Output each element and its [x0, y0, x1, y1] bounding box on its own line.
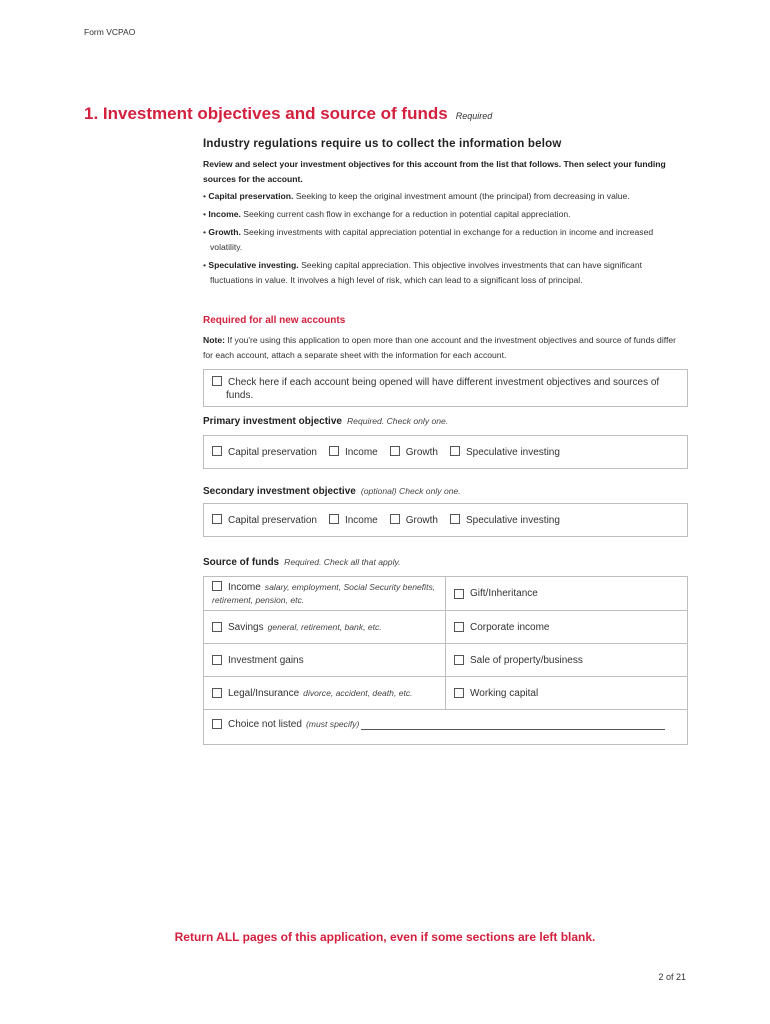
checkbox[interactable] [454, 622, 464, 632]
bullet-text: Seeking to keep the original investment amount (the principal) from decreasing in value. [295, 191, 630, 201]
primary-objective-label [203, 416, 448, 427]
required-all-accounts: Required for all new accounts [203, 315, 346, 326]
checkbox[interactable] [212, 688, 222, 698]
source-savings-sub: general, retirement, bank, etc. [267, 622, 382, 632]
section-title-text: 1. Investment objectives and source of funds [84, 104, 448, 123]
secondary-hint: (optional) Check only one. [360, 486, 461, 496]
checkbox[interactable] [212, 719, 222, 729]
source-legal-insurance[interactable] [203, 676, 446, 710]
checkbox[interactable] [390, 514, 400, 524]
option-label: Speculative investing [465, 515, 560, 526]
primary-option-growth[interactable] [390, 446, 438, 458]
source-choice-not-listed[interactable] [203, 709, 688, 745]
bullet-text: Seeking current cash flow in exchange for a reduction in potential capital appreciation. [243, 209, 571, 219]
primary-options [204, 436, 687, 468]
source-choice-label: Choice not listed [228, 718, 302, 730]
source-income[interactable] [203, 576, 446, 611]
source-sale-label: Sale of property/business [470, 654, 583, 666]
objective-definitions [203, 189, 687, 291]
source-investment-gains[interactable] [203, 643, 446, 677]
secondary-objective-box [203, 503, 688, 537]
checkbox[interactable] [454, 589, 464, 599]
page-number: 2 of 21 [658, 972, 686, 982]
source-income-label: Income [228, 582, 261, 593]
note-text: If you're using this application to open more than one account and the investment objectives and source of funds differ for each account, attach a separate sheet with the information for each account. [203, 335, 676, 360]
note [203, 333, 687, 363]
source-legal-label: Legal/Insurance [228, 687, 300, 699]
source-of-funds-table [203, 576, 688, 745]
primary-option-speculative[interactable] [450, 446, 560, 458]
source-label-text: Source of funds [203, 557, 280, 568]
option-label: Growth [405, 515, 438, 526]
checkbox[interactable] [212, 446, 222, 456]
source-savings[interactable] [203, 610, 446, 644]
bullet-term: Income. [208, 209, 241, 219]
different-objectives-checkbox[interactable] [212, 376, 222, 386]
option-label: Capital preservation [228, 515, 317, 526]
bullet-capital-preservation: • Capital preservation. Seeking to keep the original investment amount (the principal) from decreasing in value. [203, 191, 630, 201]
bullet-growth: • Growth. Seeking investments with capital appreciation potential in exchange for a reduction in income and increased volatility. [203, 227, 654, 252]
source-income-sub: salary, employment, Social Security benefits, retirement, pension, etc. [212, 582, 436, 605]
secondary-label-text: Secondary investment objective [203, 486, 356, 497]
option-label: Income [344, 515, 378, 526]
required-tag: Required [455, 111, 493, 121]
option-label: Income [344, 447, 378, 458]
checkbox[interactable] [450, 446, 460, 456]
option-label: Capital preservation [228, 447, 317, 458]
primary-hint: Required. Check only one. [346, 416, 449, 426]
source-gift[interactable] [445, 576, 688, 611]
source-investment-label: Investment gains [228, 654, 304, 666]
secondary-option-capital-preservation[interactable] [212, 514, 317, 526]
checkbox[interactable] [212, 622, 222, 632]
bullet-text: Seeking capital appreciation. This objective involves investments that can have significant fluctuations in value. It involves a high level of risk, which can lead to a significant loss of principal. [210, 260, 642, 285]
bullet-income: • Income. Seeking current cash flow in exchange for a reduction in potential capital appreciation. [203, 209, 571, 219]
secondary-objective-label [203, 486, 461, 497]
primary-option-capital-preservation[interactable] [212, 446, 317, 458]
bullet-term: Capital preservation. [208, 191, 294, 201]
return-all-pages-notice: Return ALL pages of this application, even if some sections are left blank. [174, 930, 596, 944]
secondary-option-speculative[interactable] [450, 514, 560, 526]
different-objectives-label: Check here if each account being opened will have different investment objectives and sources of funds. [226, 377, 660, 401]
source-gift-label: Gift/Inheritance [470, 588, 538, 599]
source-savings-label: Savings [228, 621, 264, 633]
source-sale-property[interactable] [445, 643, 688, 677]
source-hint: Required. Check all that apply. [284, 557, 401, 567]
option-label: Growth [405, 447, 438, 458]
bullet-term: Growth. [208, 227, 241, 237]
checkbox[interactable] [329, 514, 339, 524]
source-working-label: Working capital [470, 687, 539, 699]
primary-label-text: Primary investment objective [203, 416, 342, 427]
checkbox[interactable] [329, 446, 339, 456]
checkbox[interactable] [454, 655, 464, 665]
source-legal-sub: divorce, accident, death, etc. [303, 688, 413, 698]
different-objectives-row [212, 376, 688, 402]
checkbox[interactable] [450, 514, 460, 524]
source-working-capital[interactable] [445, 676, 688, 710]
secondary-option-income[interactable] [329, 514, 378, 526]
primary-option-income[interactable] [329, 446, 378, 458]
different-objectives-box [203, 369, 688, 407]
primary-objective-box [203, 435, 688, 469]
form-code: Form VCPAO [84, 27, 136, 37]
source-choice-sub: (must specify) [305, 719, 360, 729]
checkbox[interactable] [212, 581, 222, 591]
lead-text: Review and select your investment objectives for this account from the list that follows. Then select your funding sources for the account. [203, 159, 666, 184]
source-of-funds-label [203, 557, 401, 568]
secondary-options [204, 504, 687, 536]
checkbox[interactable] [390, 446, 400, 456]
section-title [84, 104, 492, 124]
checkbox[interactable] [212, 655, 222, 665]
note-label: Note: [203, 335, 225, 345]
option-label: Speculative investing [465, 447, 560, 458]
bullet-speculative: • Speculative investing. Seeking capital appreciation. This objective involves investments that can have significant fluctuations in value. It involves a high level of risk, which can lead to a significant loss of principal. [203, 260, 642, 285]
bullet-text: Seeking investments with capital appreciation potential in exchange for a reduction in income and increased volatility. [210, 227, 654, 252]
regulations-heading: Industry regulations require us to collect the information below [203, 138, 562, 150]
checkbox[interactable] [454, 688, 464, 698]
secondary-option-growth[interactable] [390, 514, 438, 526]
specify-field[interactable] [361, 719, 665, 730]
source-corporate[interactable] [445, 610, 688, 644]
source-corporate-label: Corporate income [470, 621, 550, 633]
bullet-term: Speculative investing. [208, 260, 299, 270]
checkbox[interactable] [212, 514, 222, 524]
